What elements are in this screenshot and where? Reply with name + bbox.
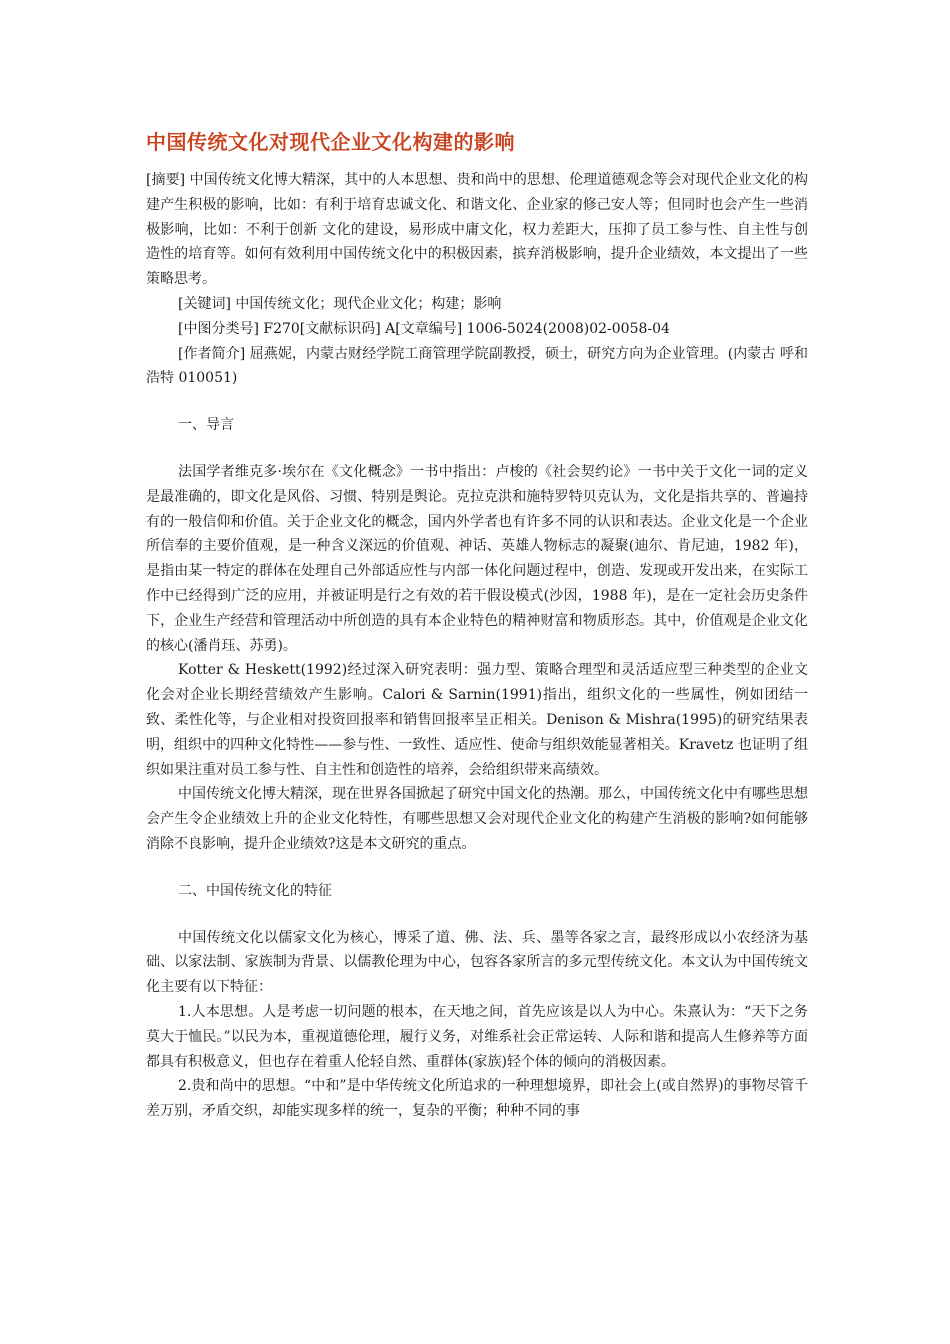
body-paragraph: 中国传统文化以儒家文化为核心，博采了道、佛、法、兵、墨等各家之言，最终形成以小农经济为基础、以家法制、家族制为背景、以儒教伦理为中心，包容各家所言的多元型传统文化。本文认为中国传统文化主要有以下特征： xyxy=(146,929,808,996)
classification-line: [中图分类号] F270[文献标识码] A[文章编号] 1006-5024(2008)02-0058-04 xyxy=(178,320,670,337)
body-paragraph: 1.人本思想。人是考虑一切问题的根本，在天地之间，首先应该是以人为中心。朱熹认为：“天下之务莫大于恤民。”以民为本，重视道德伦理，履行义务，对维系社会正常运转、人际和谐和提高人生修养等方面都具有积极意义，但也存在着重人伦轻自然、重群体(家族)轻个体的倾向的消极因素。 xyxy=(146,1003,808,1070)
abstract-paragraph: [摘要] 中国传统文化博大精深，其中的人本思想、贵和尚中的思想、伦理道德观念等会对现代企业文化的构建产生积极的影响，比如：有利于培育忠诚文化、和谐文化、企业家的修己安人等；但同时也会产生一些消极影响，比如：不利于创新 文化的建设，易形成中庸文化，权力差距大，压抑了员工参与性、自主性与创造性的培育等。如何有效利用中国传统文化中的积极因素，摈弃消极影响，提升企业绩效，本文提出了一些策略思考。 xyxy=(146,172,808,288)
paper-body xyxy=(146,168,808,1124)
body-paragraph: 法国学者维克多·埃尔在《文化概念》一书中指出：卢梭的《社会契约论》一书中关于文化一词的定义是最准确的，即文化是风俗、习惯、特别是舆论。克拉克洪和施特罗特贝克认为，文化是指共享的、普遍持有的一般信仰和价值。关于企业文化的概念，国内外学者也有许多不同的认识和表达。企业文化是一个企业所信奉的主要价值观，是一种含义深远的价值观、神话、英雄人物标志的凝聚(迪尔、肯尼迪，1982 年)，是指由某一特定的群体在处理自己外部适应性与内部一体化问题过程中，创造、发现或开发出来，在实际工作中已经得到广泛的应用，并被证明是行之有效的若干假设模式(沙因，1988 年)，是在一定社会历史条件下，企业生产经营和管理活动中所创造的具有本企业特色的精神财富和物质形态。其中，价值观是企业文化的核心(潘肖珏、苏勇)。 xyxy=(146,463,808,654)
body-paragraph: 2.贵和尚中的思想。“中和”是中华传统文化所追求的一种理想境界，即社会上(或自然界)的事物尽管千差万别，矛盾交织，却能实现多样的统一，复杂的平衡；种种不同的事 xyxy=(146,1078,808,1120)
author-intro: [作者简介] 屈燕妮，内蒙古财经学院工商管理学院副教授，硕士，研究方向为企业管理。(内蒙古 呼和浩特 010051) xyxy=(146,345,808,387)
keywords-line: [关键词] 中国传统文化；现代企业文化；构建；影响 xyxy=(178,295,502,312)
section-heading-introduction: 一、导言 xyxy=(178,417,234,434)
body-paragraph: 中国传统文化博大精深，现在世界各国掀起了研究中国文化的热潮。那么，中国传统文化中有哪些思想会产生令企业绩效上升的企业文化特性，有哪些思想又会对现代企业文化的构建产生消极的影响?如何能够消除不良影响，提升企业绩效?这是本文研究的重点。 xyxy=(146,786,808,852)
section-heading-characteristics: 二、中国传统文化的特征 xyxy=(178,882,332,899)
body-paragraph: Kotter & Heskett(1992)经过深入研究表明：强力型、策略合理型和灵活适应型三种类型的企业文化会对企业长期经营绩效产生影响。Calori & Sarnin(1991)指出，组织文化的一些属性，例如团结一致、柔性化等，与企业相对投资回报率和销售回报率呈正相关。Denison & Mishra(1995)的研究结果表明，组织中的四种文化特性——参与性、一致性、适应性、使命与组织效能显著相关。Kravetz 也证明了组织如果注重对员工参与性、自主性和创造性的培养，会给组织带来高绩效。 xyxy=(146,662,808,778)
paper-title: 中国传统文化对现代企业文化构建的影响 xyxy=(146,130,515,154)
